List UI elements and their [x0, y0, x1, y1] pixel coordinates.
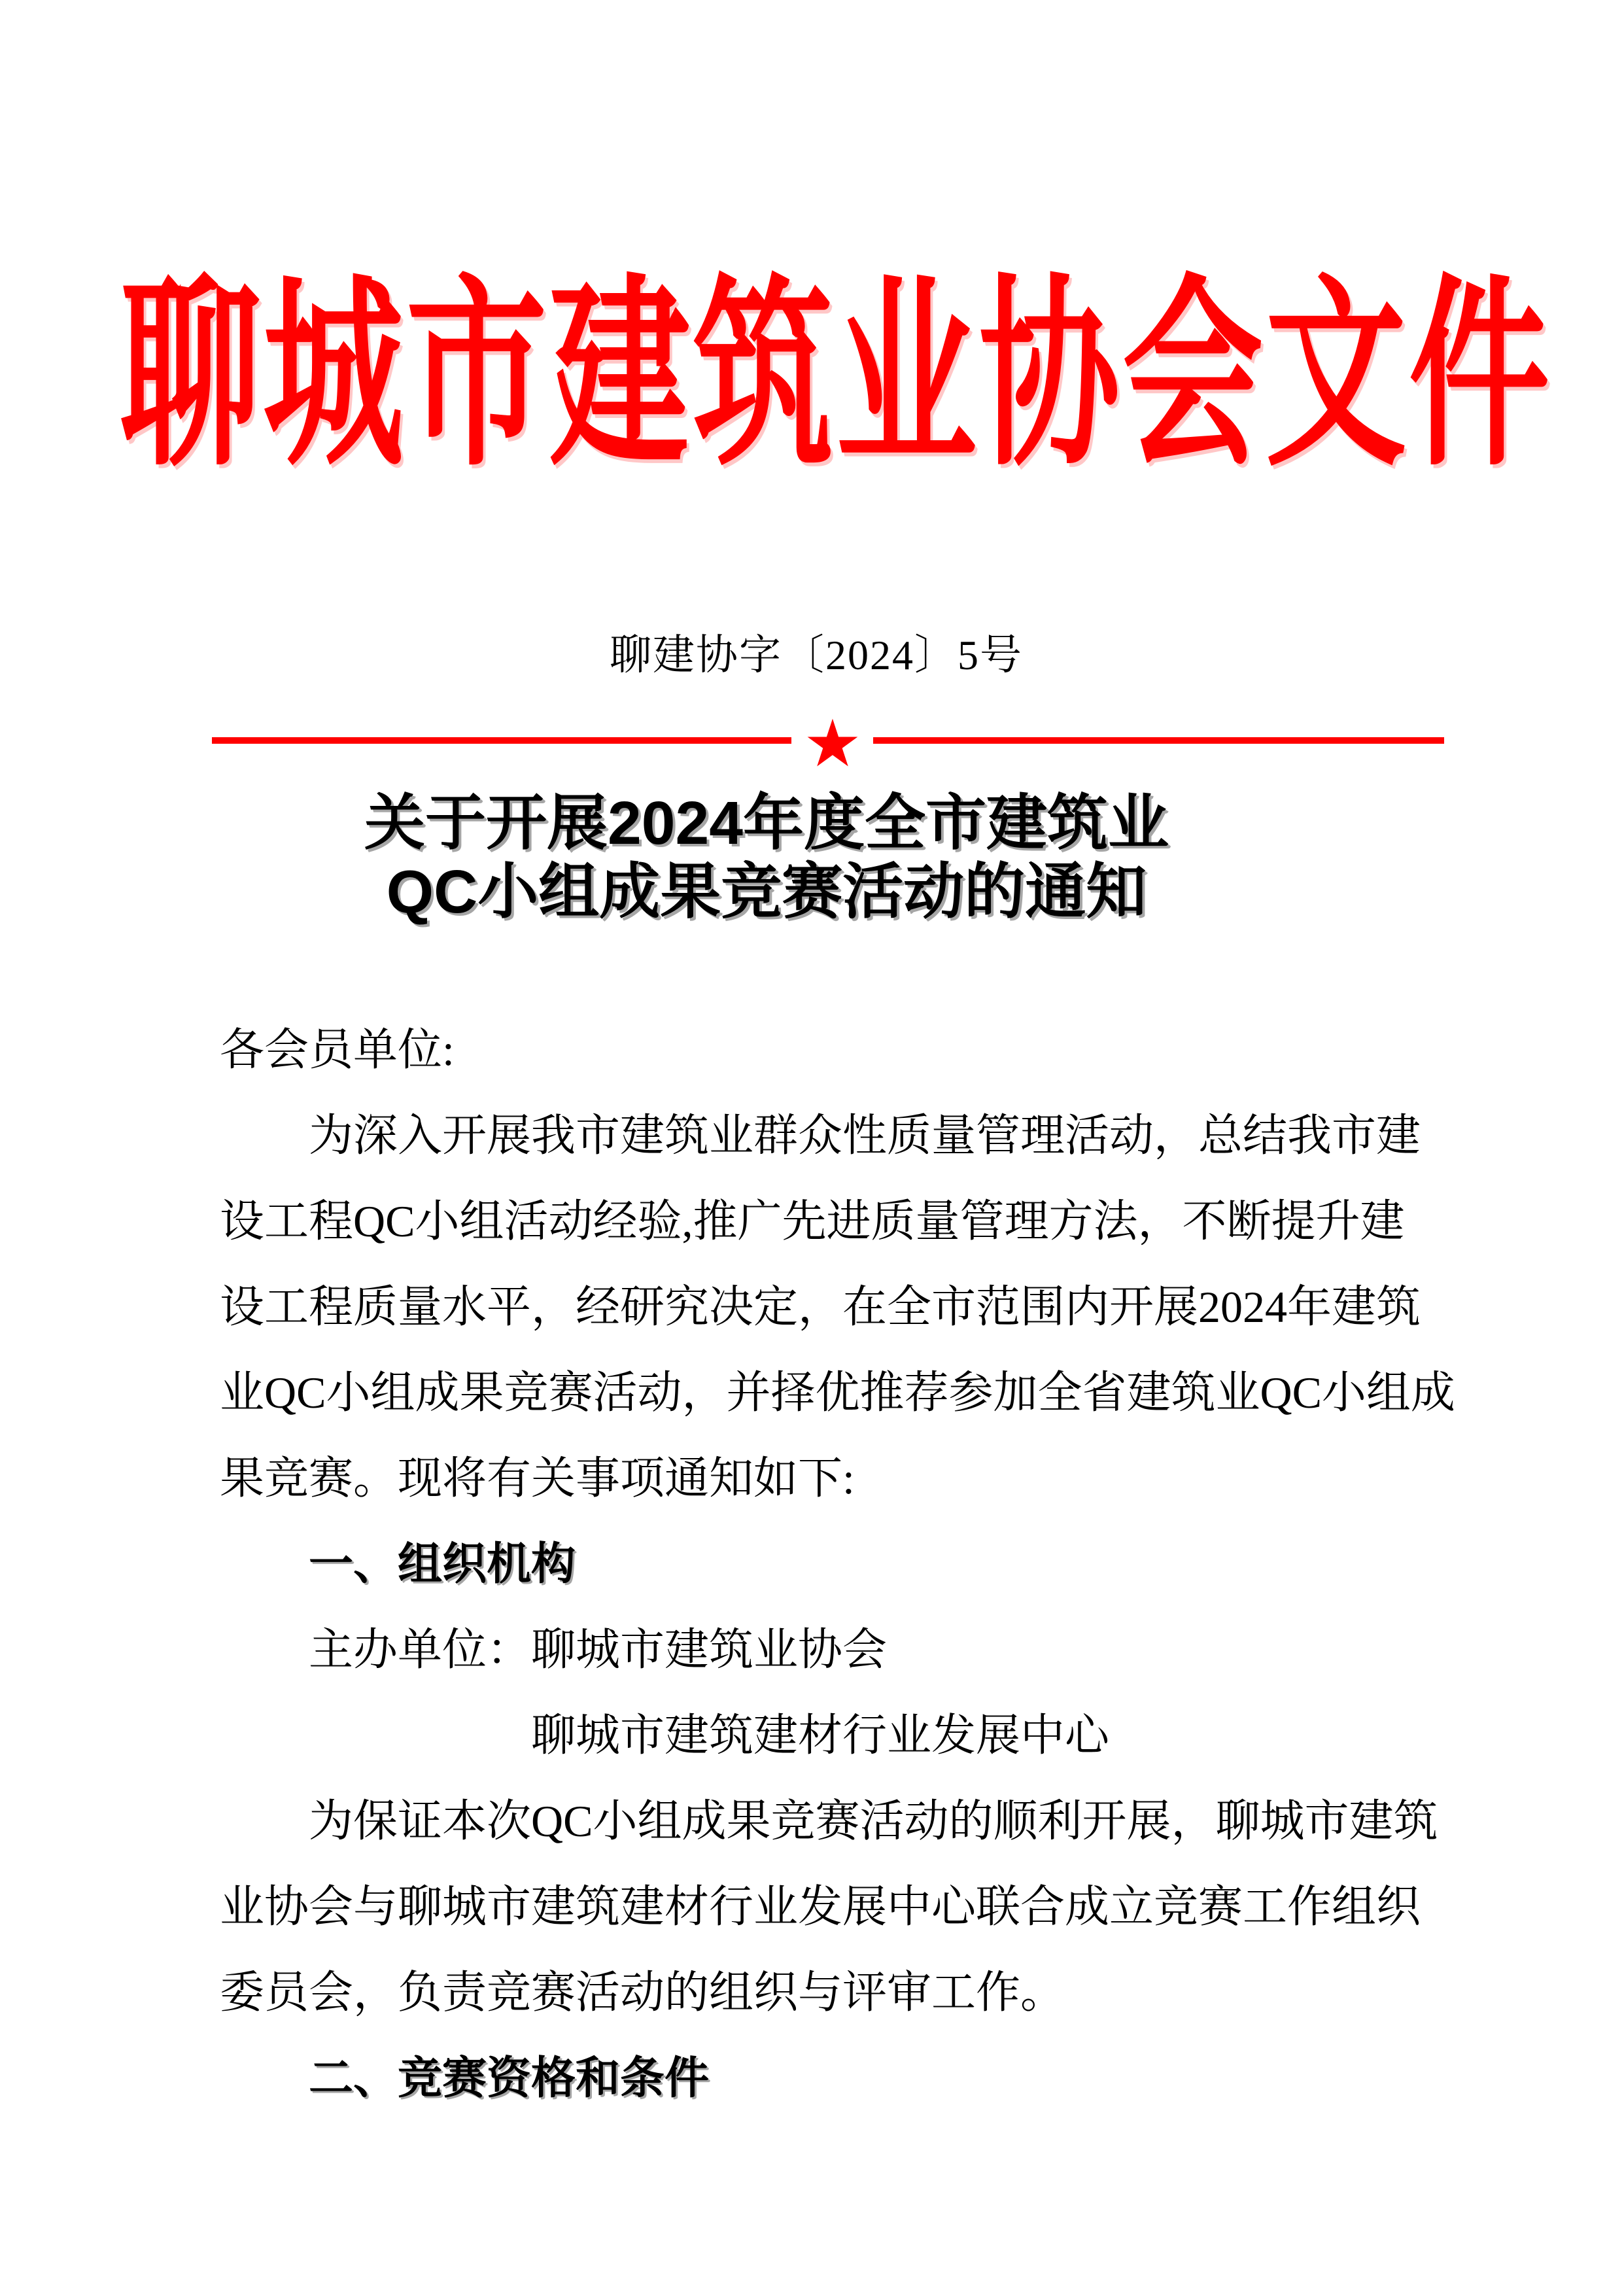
body-line: 聊城市建筑建材行业发展中心 — [531, 1711, 1110, 1760]
notice-title-line2: QC小组成果竞赛活动的通知 — [386, 858, 1147, 926]
body-line: 设工程QC小组活动经验,推广先进质量管理方法，不断提升建 — [220, 1196, 1405, 1246]
body-line: 为保证本次QC小组成果竞赛活动的顺利开展，聊城市建筑 — [309, 1796, 1438, 1846]
notice-title — [364, 789, 1169, 926]
notice-title-line1: 关于开展2024年度全市建筑业 — [364, 789, 1169, 857]
body-line: 为深入开展我市建筑业群众性质量管理活动，总结我市建 — [309, 1111, 1421, 1160]
document-body — [220, 1007, 1455, 2121]
body-line: 各会员单位: — [220, 1025, 455, 1075]
body-line: 委员会，负责竞赛活动的组织与评审工作。 — [220, 1968, 1065, 2017]
body-line: 一、组织机构 — [309, 1539, 576, 1589]
star-icon: ★ — [803, 708, 862, 780]
red-divider-left — [212, 737, 791, 744]
body-line: 业协会与聊城市建筑建材行业发展中心联合成立竞赛工作组织 — [220, 1882, 1421, 1932]
document-number: 聊建协字〔2024〕5号 — [610, 632, 1023, 678]
red-divider-right — [873, 737, 1444, 744]
body-line: 设工程质量水平，经研究决定，在全市范围内开展2024年建筑 — [220, 1282, 1421, 1332]
letterhead-org-title: 聊城市建筑业协会文件 — [120, 263, 1552, 491]
body-line: 业QC小组成果竞赛活动，并择优推荐参加全省建筑业QC小组成 — [220, 1368, 1455, 1418]
body-line: 主办单位：聊城市建筑业协会 — [309, 1625, 888, 1675]
body-line: 二、竞赛资格和条件 — [309, 2053, 710, 2103]
body-line: 果竞赛。现将有关事项通知如下: — [220, 1453, 855, 1503]
